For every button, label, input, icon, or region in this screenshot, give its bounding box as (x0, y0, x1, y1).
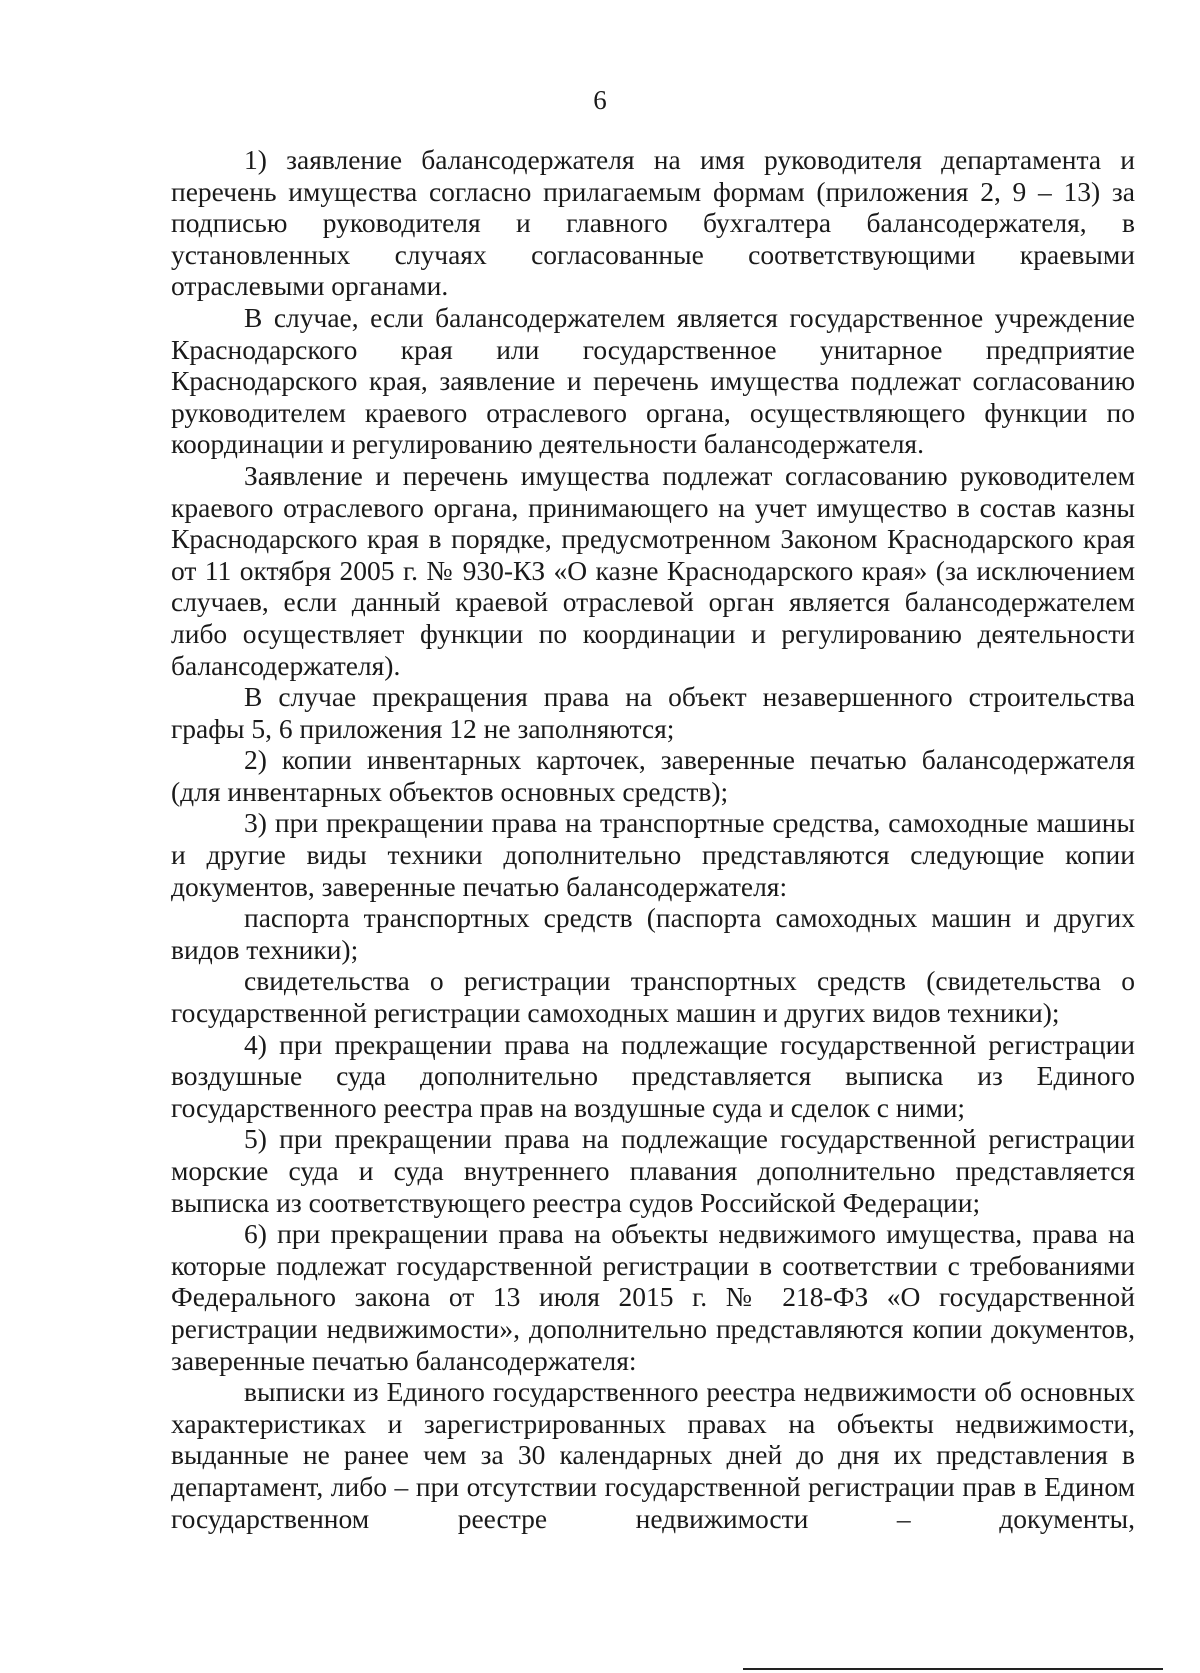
paragraph-approval-treasury: Заявление и перечень имущества подлежат согласованию руководителем краевого отраслевого органа, принимающего на учет имущество в состав казны Краснодарского края в порядке, предусмотренном Законом Краснодарского края от 11 октября 2005 г. № 930-КЗ «О казне Краснодарского края» (за исключением случаев, если данный краевой отраслевой орган является балансодержателем либо осуществляет функции по координации и регулированию деятельности балансодержателя). (171, 459, 1135, 681)
paragraph-item-2-inventory-cards: 2) копии инвентарных карточек, заверенные печатью балансодержателя (для инвентарных объектов основных средств); (171, 744, 1135, 807)
paragraph-item-5-vessels: 5) при прекращении права на подлежащие государственной регистрации морские суда и суда внутреннего плавания дополнительно представляется выписка из соответствующего реестра судов Российской Федерации; (171, 1123, 1135, 1218)
paragraph-item-1-application: 1) заявление балансодержателя на имя руководителя департамента и перечень имущества согласно прилагаемым формам (приложения 2, 9 – 13) за подписью руководителя и главного бухгалтера балансодержателя, в установленных случаях согласованные соответствующими краевыми отраслевыми органами. (171, 144, 1135, 302)
paragraph-registration-certificates: свидетельства о регистрации транспортных средств (свидетельства о государственной регистрации самоходных машин и других видов техники); (171, 965, 1135, 1029)
footer-rule (743, 1668, 1163, 1670)
paragraph-item-3-vehicles: 3) при прекращении права на транспортные средства, самоходные машины и другие виды техники дополнительно представляются следующие копии документов, заверенные печатью балансодержателя: (171, 807, 1135, 902)
paragraph-unfinished-construction: В случае прекращения права на объект незавершенного строительства графы 5, 6 приложения 12 не заполняются; (171, 681, 1135, 744)
paragraph-approval-state-institution: В случае, если балансодержателем является государственное учреждение Краснодарского края или государственное унитарное предприятие Краснодарского края, заявление и перечень имущества подлежат согласованию руководителем краевого отраслевого органа, осуществляющего функции по координации и регулированию деятельности балансодержателя. (171, 301, 1135, 460)
paragraph-item-4-aircraft: 4) при прекращении права на подлежащие государственной регистрации воздушные суда дополнительно представляется выписка из Единого государственного реестра прав на воздушные суда и сделок с ними; (171, 1028, 1135, 1123)
paragraph-egrn-extracts: выписки из Единого государственного реестра недвижимости об основных характеристиках и зарегистрированных правах на объекты недвижимости, выданные не ранее чем за 30 календарных дней до дня их представления в департамент, либо – при отсутствии государственной регистрации прав в Едином государственном реестре недвижимости – документы, (171, 1376, 1135, 1534)
document-body (171, 144, 1135, 1534)
paragraph-vehicle-passports: паспорта транспортных средств (паспорта самоходных машин и других видов техники); (171, 902, 1135, 965)
page-number: 6 (593, 85, 607, 115)
paragraph-item-6-real-estate: 6) при прекращении права на объекты недвижимого имущества, права на которые подлежат государственной регистрации в соответствии с требованиями Федерального закона от 13 июля 2015 г. № 218-ФЗ «О государственной регистрации недвижимости», дополнительно представляются копии документов, заверенные печатью балансодержателя: (171, 1218, 1135, 1376)
